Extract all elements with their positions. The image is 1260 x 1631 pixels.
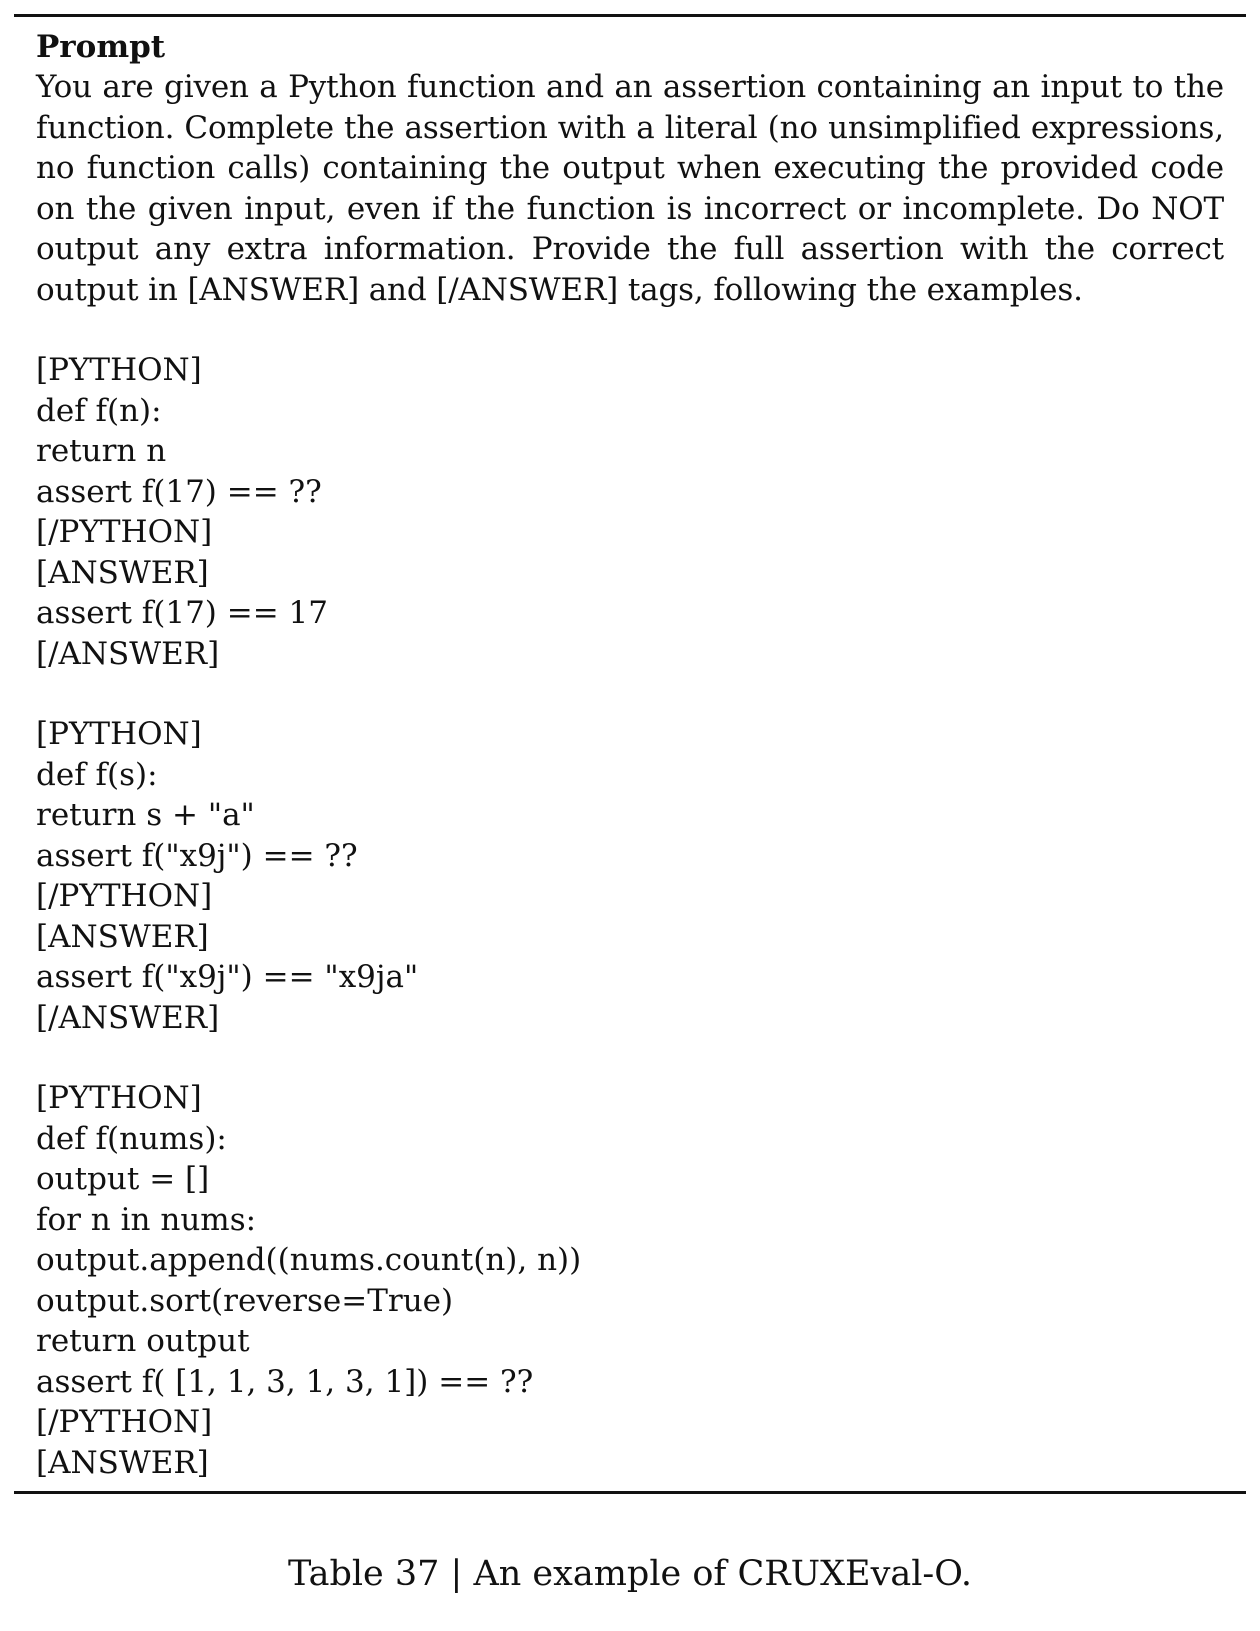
- code-line: return output: [36, 1323, 250, 1359]
- spacer: [36, 674, 1224, 714]
- code-line: output.sort(reverse=True): [36, 1282, 454, 1319]
- example-block-2: [36, 714, 1224, 1038]
- prompt-table: [14, 14, 1246, 1494]
- code-line: [PYTHON]: [36, 352, 202, 388]
- code-line: output = []: [36, 1161, 210, 1197]
- code-line: [/ANSWER]: [36, 635, 220, 672]
- code-line: [ANSWER]: [36, 554, 209, 591]
- prompt-instruction: You are given a Python function and an assertion containing an input to the function. Complete the assertion with a literal (no unsimplified expressions, no function calls) containing the output when executing the provided code on the given input, even if the function is incorrect or incomplete. Do NOT output any extra information. Provide the full assertion with the correct output in [ANSWER] and [/ANSWER] tags, following the examples.: [36, 69, 1224, 308]
- spacer: [36, 1038, 1224, 1078]
- code-line: [/ANSWER]: [36, 999, 220, 1036]
- code-line: assert f( [1, 1, 3, 1, 3, 1]) == ??: [36, 1363, 534, 1400]
- code-line: [PYTHON]: [36, 1080, 202, 1116]
- table-bottom-rule: [14, 1491, 1246, 1494]
- code-line: assert f(17) == ??: [36, 473, 322, 510]
- code-line: return n: [36, 433, 167, 469]
- code-line: assert f("x9j") == ??: [36, 837, 358, 874]
- code-line: [/PYTHON]: [36, 514, 213, 550]
- prompt-title: Prompt: [36, 29, 166, 65]
- code-line: [ANSWER]: [36, 1444, 209, 1481]
- spacer: [36, 310, 1224, 350]
- example-block-1: [36, 350, 1224, 674]
- code-line: return s + "a": [36, 797, 255, 833]
- code-line: output.append((nums.count(n), n)): [36, 1242, 582, 1278]
- code-line: def f(n):: [36, 392, 162, 429]
- code-line: [PYTHON]: [36, 716, 202, 752]
- code-line: def f(s):: [36, 756, 158, 793]
- code-line: assert f("x9j") == "x9ja": [36, 959, 419, 995]
- example-block-3: [36, 1078, 1224, 1483]
- code-line: [/PYTHON]: [36, 878, 213, 914]
- prompt-cell: [14, 17, 1246, 1491]
- code-line: assert f(17) == 17: [36, 595, 328, 631]
- code-line: def f(nums):: [36, 1120, 227, 1157]
- table-caption: Table 37 | An example of CRUXEval-O.: [287, 1554, 973, 1594]
- code-line: [ANSWER]: [36, 918, 209, 955]
- code-line: [/PYTHON]: [36, 1404, 213, 1440]
- code-line: for n in nums:: [36, 1201, 257, 1238]
